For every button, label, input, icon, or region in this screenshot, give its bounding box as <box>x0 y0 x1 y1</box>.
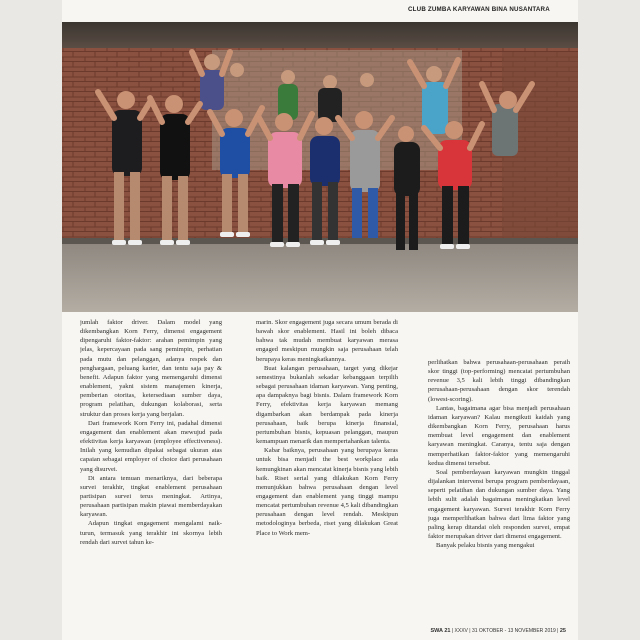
paragraph: jumlah faktor driver. Dalam model yang dikembangkan Korn Ferry, dimensi engagement dipengaruhi faktor-faktor: arahan pemimpin yang jelas, kepercayaan pada sang pemimpin, perhatian pada mutu dan pelanggan, adanya respek dan penghargaan, peluang karier, dan tentu saja pay & benefit. Adapun faktor yang memengaruhi dimensi enablement, yakni sistem manajemen kinerja, pemberian otoritas, ketersediaan sumber daya, program pelatihan, dukungan kolaborasi, serta struktur dan proses kerja yang berjalan. <box>80 319 222 418</box>
paragraph: Banyak pelaku bisnis yang mengakui <box>436 542 535 550</box>
page-number: 25 <box>559 628 566 634</box>
issue-dates: 31 OKTOBER - 13 NOVEMBER 2019 <box>471 628 556 634</box>
group-photo <box>62 22 578 312</box>
paragraph: Lantas, bagaimana agar bisa menjadi perusahaan idaman karyawan? Kalau mengikuti kaidah yang dikembangkan Korn Ferry, perusahaan harus membuat level engagement dan enablement karyawan meningkat. Caranya, tentu saja dengan memperhatikan faktor-faktor yang memengaruhi kedua dimensi tersebut. <box>428 404 570 467</box>
section-label: CLUB ZUMBA KARYAWAN BINA NUSANTARA <box>408 6 550 13</box>
text-column-1 <box>80 318 222 614</box>
paragraph: Buat kalangan perusahaan, target yang dikejar semestinya bukanlah sekadar kebanggaan terpilih sebagai perusahaan idaman karyawan. Yang penting, apa dampaknya bagi bisnis. Dalam framework Korn Ferry, efektivitas kerja karyawan memang digambarkan akan berdampak pada kinerja perusahaan, baik berupa kinerja finansial, pertumbuhan bisnis, kepuasan pelanggan, maupun kemampuan menarik dan mempertahankan talenta. <box>256 364 398 446</box>
paragraph: Kabar baiknya, perusahaan yang berupaya keras untuk bisa menjadi the best workplace ada kemungkinan akan mencatat kinerja bisnis yang lebih baik. Riset serial yang dilakukan Korn Ferry menunjukkan bahwa perusahaan dengan level engagement dan enablement yang tinggi mampu mencatat pertumbuhan revenue 4,5 kali dibandingkan perusahaan dengan level rendah. Meskipun metodologinya berbeda, riset yang dilakukan Great Place to Work mem- <box>256 447 398 537</box>
text-column-2 <box>256 318 398 614</box>
paragraph: Adapun tingkat engagement mengalami naik-turun, termasuk yang terakhir ini skornya lebih rendah dari survei tahun ke- <box>80 520 222 546</box>
magazine-name: SWA 21 <box>430 628 451 634</box>
paragraph: perlihatkan bahwa perusahaan-perusahaan peraih skor tinggi (top-performing) mencatat pertumbuhan revenue 3,5 kali lebih tinggi dibandingkan perusahaan-perusahaan dengan skor terendah (lowest-scoring). <box>428 359 570 403</box>
text-column-3 <box>428 358 570 620</box>
page-footer: SWA 21 | XXXV | 31 OKTOBER - 13 NOVEMBER 2019 | 25 <box>430 628 566 634</box>
paragraph: Dari framework Korn Ferry ini, padahal dimensi engagement dan enablement akan mewujud pada efektivitas kerja karyawan (employee effectiveness). Inilah yang kemudian dipakai sebagai ukuran atas capaian sebagai employer of choice dari perusahaan yang disurvei. <box>80 419 222 473</box>
magazine-page <box>62 0 578 640</box>
paragraph: Soal pemberdayaan karyawan mungkin tinggal dijalankan intervensi berupa program pemberdayaan, seperti pelatihan dan dukungan sumber daya. Yang lebih sulit adalah bagaimana meningkatkan level engagement karyawan. Survei terakhir Korn Ferry juga memperlihatkan bahwa dari lima faktor yang paling kerap ditandai oleh responden survei, empat faktor merupakan driver dari dimensi engagement. <box>428 468 570 540</box>
paragraph: Di antara temuan menariknya, dari beberapa survei terakhir, tingkat enablement perusahaan partisipan survei terus meningkat. Artinya, perusahaan partisipan makin piawai memberdayakan karyawan. <box>80 474 222 519</box>
issue-number: XXXV <box>454 628 468 634</box>
paragraph: marin. Skor engagement juga secara umum berada di bawah skor enablement. Hasil ini boleh dibaca bahwa tak mudah membuat karyawan merasa engaged meskipun mungkin saja perusahaan telah berupaya keras meningkatkannya. <box>256 319 398 363</box>
